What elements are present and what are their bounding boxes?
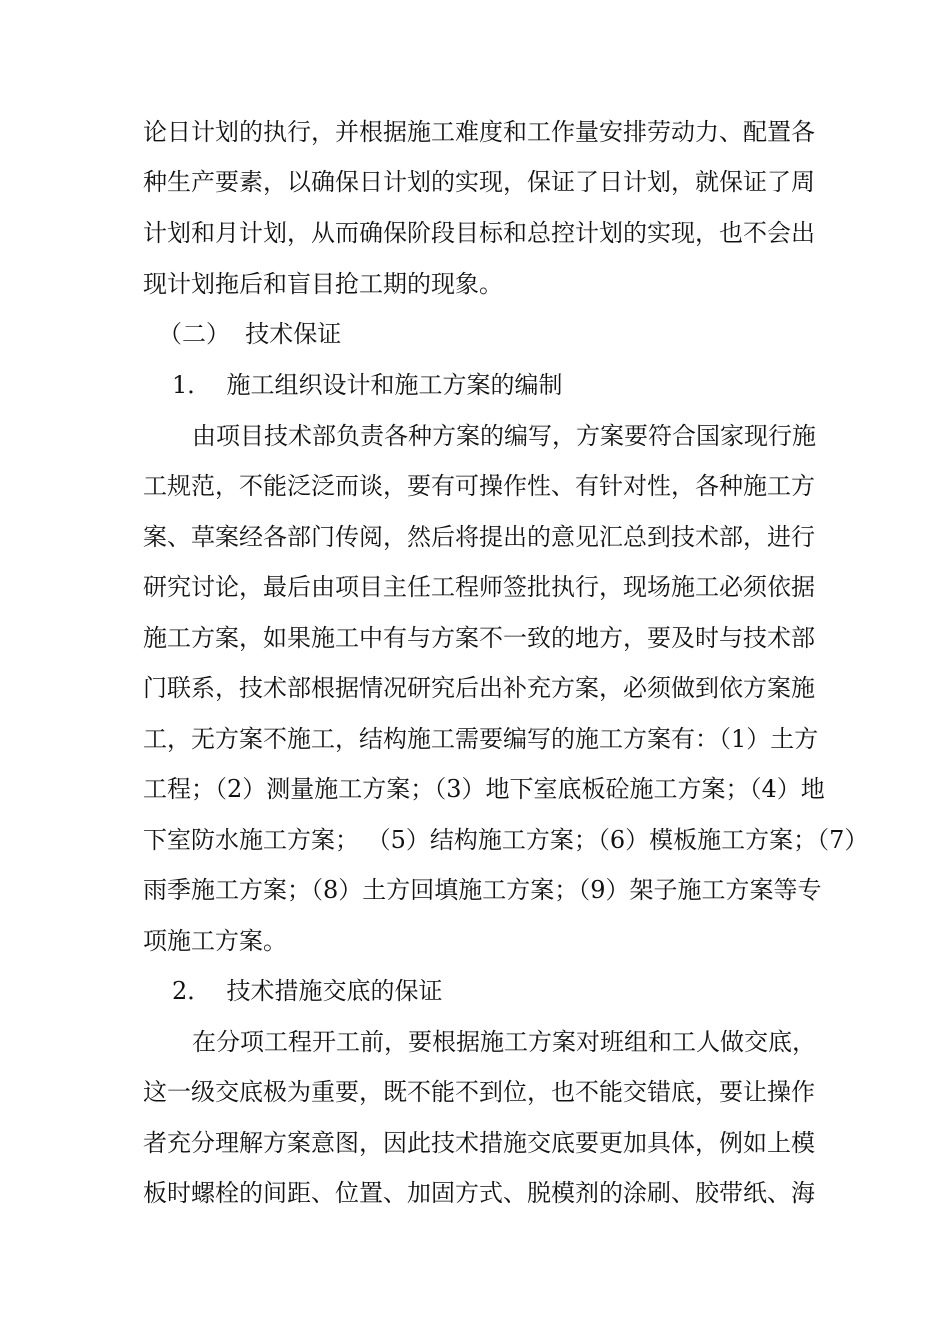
paragraph-1-line-6: 门联系，技术部根据情况研究后出补充方案，必须做到依方案施	[143, 674, 815, 702]
paragraph-1-line-11: 项施工方案。	[143, 927, 287, 955]
paragraph-2-line-2: 这一级交底极为重要，既不能不到位，也不能交错底，要让操作	[143, 1078, 815, 1106]
paragraph-top-line-1: 论日计划的执行，并根据施工难度和工作量安排劳动力、配置各	[143, 118, 815, 146]
paragraph-top-line-2: 种生产要素，以确保日计划的实现，保证了日计划，就保证了周	[143, 168, 815, 196]
paragraph-1-line-9: 下室防水施工方案； （5）结构施工方案；（6）模板施工方案；（7）	[143, 826, 869, 854]
paragraph-1-line-7: 工，无方案不施工，结构施工需要编写的施工方案有：（1）土方	[143, 725, 819, 753]
paragraph-1-line-2: 工规范，不能泛泛而谈，要有可操作性、有针对性，各种施工方	[143, 472, 815, 500]
paragraph-1-line-1: 由项目技术部负责各种方案的编写，方案要符合国家现行施	[192, 422, 816, 450]
paragraph-2-line-3: 者充分理解方案意图，因此技术措施交底要更加具体，例如上模	[143, 1129, 815, 1157]
paragraph-top-line-3: 计划和月计划，从而确保阶段目标和总控计划的实现，也不会出	[143, 219, 815, 247]
paragraph-1-line-3: 案、草案经各部门传阅，然后将提出的意见汇总到技术部，进行	[143, 523, 815, 551]
sub-heading-1: 1． 施工组织设计和施工方案的编制	[172, 371, 563, 399]
paragraph-1-line-8: 工程；（2）测量施工方案；（3）地下室底板砼施工方案；（4）地	[143, 775, 825, 803]
paragraph-1-line-4: 研究讨论，最后由项目主任工程师签批执行，现场施工必须依据	[143, 573, 815, 601]
sub-heading-2: 2． 技术措施交底的保证	[172, 977, 443, 1005]
paragraph-2-line-1: 在分项工程开工前，要根据施工方案对班组和工人做交底，	[192, 1028, 816, 1056]
paragraph-1-line-5: 施工方案，如果施工中有与方案不一致的地方，要及时与技术部	[143, 624, 815, 652]
paragraph-2-line-4: 板时螺栓的间距、位置、加固方式、脱模剂的涂刷、胶带纸、海	[143, 1179, 815, 1207]
paragraph-top-line-4: 现计划拖后和盲目抢工期的现象。	[143, 270, 503, 298]
paragraph-1-line-10: 雨季施工方案；（8）土方回填施工方案；（9）架子施工方案等专	[143, 876, 822, 904]
section-heading: （二） 技术保证	[158, 320, 342, 348]
